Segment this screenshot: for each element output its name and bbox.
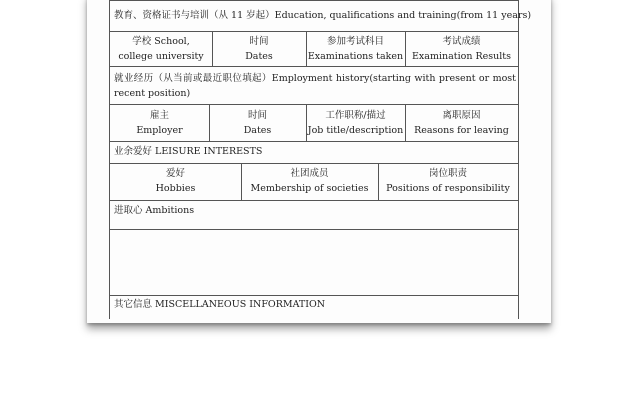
leisure-col-positions-cn: 岗位职责 xyxy=(428,168,467,179)
emp-col-reasons-cn: 离职原因 xyxy=(442,110,481,121)
emp-col-reasons-en: Reasons for leaving xyxy=(414,125,509,136)
leisure-col-societies-cn: 社团成员 xyxy=(290,168,329,179)
edu-col-exams-en: Examinations taken xyxy=(307,51,404,62)
row-divider xyxy=(110,200,518,201)
emp-col-title-en: Job title/description xyxy=(307,125,404,136)
row-divider xyxy=(110,66,518,67)
edu-col-dates-en: Dates xyxy=(245,51,273,62)
emp-col-employer-en: Employer xyxy=(136,125,183,136)
edu-col-school-cn: 学校 School, xyxy=(132,36,190,47)
employment-heading: 就业经历（从当前或最近职位填起）Employment history(starting with present or most recent position) xyxy=(114,73,516,99)
row-divider xyxy=(110,295,518,296)
misc-heading: 其它信息 MISCELLANEOUS INFORMATION xyxy=(114,299,326,310)
edu-col-results-cn: 考试成绩 xyxy=(442,36,481,47)
row-divider xyxy=(110,104,518,105)
edu-col-dates-cn: 时间 xyxy=(249,36,269,47)
emp-col-employer-cn: 雇主 xyxy=(149,110,169,121)
edu-col-results-en: Examination Results xyxy=(412,51,511,62)
leisure-col-hobbies-cn: 爱好 xyxy=(165,168,185,179)
row-divider xyxy=(110,0,518,1)
row-divider xyxy=(110,31,518,32)
leisure-col-societies-en: Membership of societies xyxy=(250,183,369,194)
edu-col-school-en: college university xyxy=(118,51,204,62)
leisure-col-positions-en: Positions of responsibility xyxy=(386,183,510,194)
ambitions-heading: 进取心 Ambitions xyxy=(114,205,195,216)
leisure-col-hobbies-en: Hobbies xyxy=(155,183,196,194)
leisure-heading: 业余爱好 LEISURE INTERESTS xyxy=(114,146,263,157)
row-divider xyxy=(110,163,518,164)
emp-col-title-cn: 工作职称/描过 xyxy=(325,110,386,121)
row-divider xyxy=(110,141,518,142)
emp-col-dates-cn: 时间 xyxy=(247,110,267,121)
application-form-table xyxy=(109,0,532,319)
edu-col-exams-cn: 参加考试科目 xyxy=(326,36,384,47)
row-divider xyxy=(110,229,518,230)
emp-col-dates-en: Dates xyxy=(243,125,272,136)
education-heading: 教育、资格证书与培训（从 11 岁起）Education, qualifications and training(from 11 years) xyxy=(114,10,532,21)
form-sheet xyxy=(87,0,551,323)
